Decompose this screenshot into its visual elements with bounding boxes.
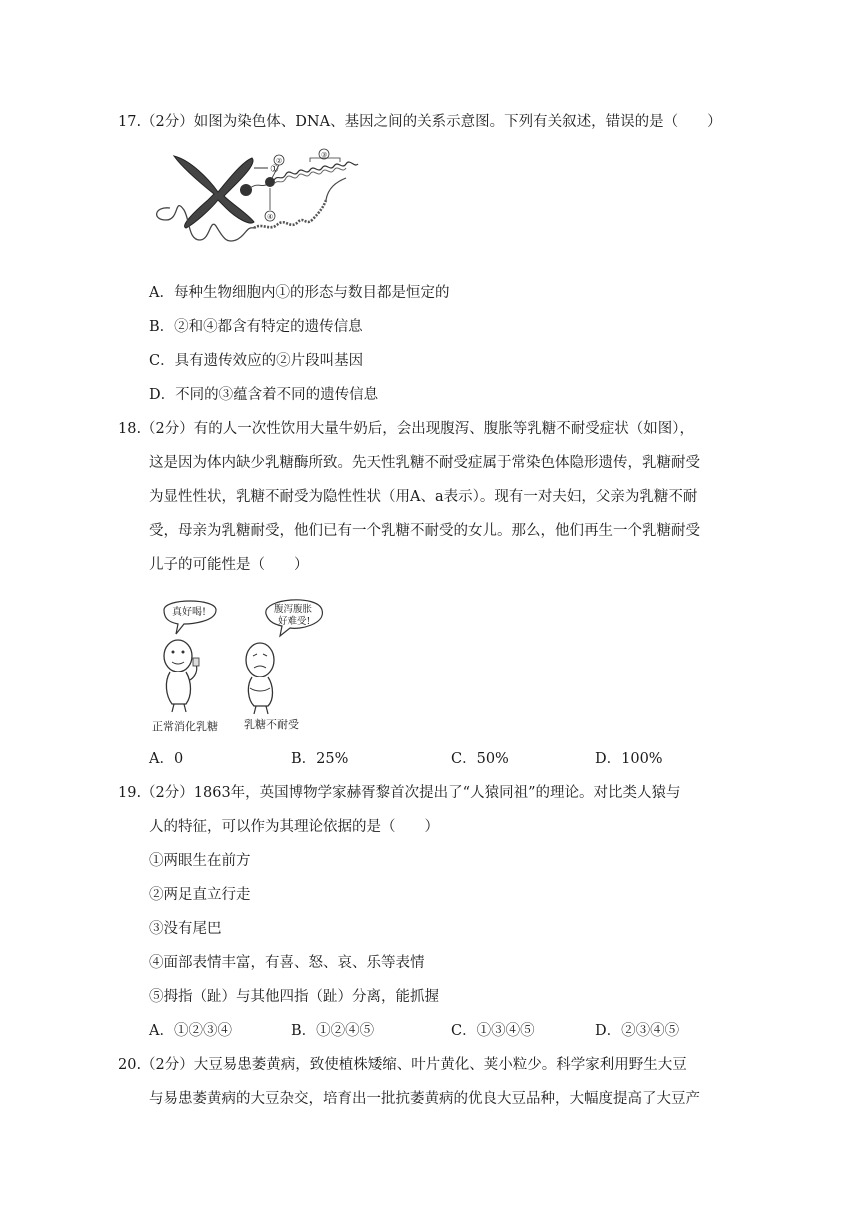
happy-figure: [164, 640, 199, 712]
bubble-right-line-1: 腹泻腹胀: [274, 604, 313, 615]
chromosome-dna-gene-diagram: [150, 148, 360, 252]
q17-option-c: C．具有遗传效应的②片段叫基因: [149, 353, 364, 369]
q19-item-3: ③没有尾巴: [149, 921, 222, 937]
q17-option-d: D．不同的③蕴含着不同的遗传信息: [149, 387, 379, 403]
q19-item-4: ④面部表情丰富，有喜、怒、哀、乐等表情: [149, 955, 425, 971]
q19-option-a: A．①②③④: [149, 1023, 232, 1039]
q19-options-row: [149, 1021, 749, 1041]
label-2: ②: [276, 157, 283, 165]
label-1: ①: [270, 164, 279, 175]
q19-item-2: ②两足直立行走: [149, 887, 251, 903]
label-4: ④: [267, 213, 274, 221]
q18-option-a: A．0: [149, 751, 184, 767]
q18-stem-line-4: 受，母亲为乳糖耐受，他们已有一个乳糖不耐受的女儿。那么，他们再生一个乳糖耐受: [149, 523, 700, 539]
caption-left: 正常消化乳糖: [152, 720, 218, 733]
q19-option-d: D．②③④⑤: [595, 1023, 680, 1039]
q20-stem-line-1: 20.（2分）大豆易患萎黄病，致使植株矮缩、叶片黄化、荚小粒少。科学家利用野生大豆: [118, 1057, 687, 1073]
q18-stem-line-1: 18.（2分）有的人一次性饮用大量牛奶后，会出现腹泻、腹胀等乳糖不耐受症状（如图），: [118, 421, 695, 437]
lactose-intolerance-cartoon: [150, 592, 340, 734]
caption-right: 乳糖不耐受: [244, 718, 299, 731]
q19-item-1: ①两眼生在前方: [149, 853, 251, 869]
q18-options-row: [149, 749, 749, 769]
q19-item-5: ⑤拇指（趾）与其他四指（趾）分离，能抓握: [149, 989, 439, 1005]
label-3: ③: [321, 151, 328, 159]
q17-option-a: A．每种生物细胞内①的形态与数目都是恒定的: [149, 285, 450, 301]
q19-option-c: C．①③④⑤: [451, 1023, 535, 1039]
q17-stem: 17.（2分）如图为染色体、DNA、基因之间的关系示意图。下列有关叙述，错误的是（ ）: [118, 114, 722, 130]
q19-stem-line-2: 人的特征，可以作为其理论依据的是（ ）: [149, 819, 439, 835]
bubble-right-line-2: 好难受!: [278, 616, 311, 627]
sick-figure: [246, 643, 274, 714]
q18-stem-line-2: 这是因为体内缺少乳糖酶所致。先天性乳糖不耐受症属于常染色体隐形遗传，乳糖耐受: [149, 455, 700, 471]
q18-option-b: B．25%: [291, 751, 349, 767]
q17-option-b: B．②和④都含有特定的遗传信息: [149, 319, 363, 335]
q19-stem-line-1: 19.（2分）1863年，英国博物学家赫胥黎首次提出了“人猿同祖”的理论。对比类人猿与: [118, 785, 681, 801]
q20-stem-line-2: 与易患萎黄病的大豆杂交，培育出一批抗萎黄病的优良大豆品种，大幅度提高了大豆产: [149, 1091, 700, 1107]
q18-option-d: D．100%: [595, 751, 663, 767]
q18-stem-line-5: 儿子的可能性是（ ）: [149, 557, 309, 573]
q18-stem-line-3: 为显性性状，乳糖不耐受为隐性性状（用A、a表示）。现有一对夫妇，父亲为乳糖不耐: [149, 489, 698, 505]
bubble-left-text: 真好喝!: [172, 607, 207, 618]
q18-option-c: C．50%: [451, 751, 509, 767]
q19-option-b: B．①②④⑤: [291, 1023, 375, 1039]
